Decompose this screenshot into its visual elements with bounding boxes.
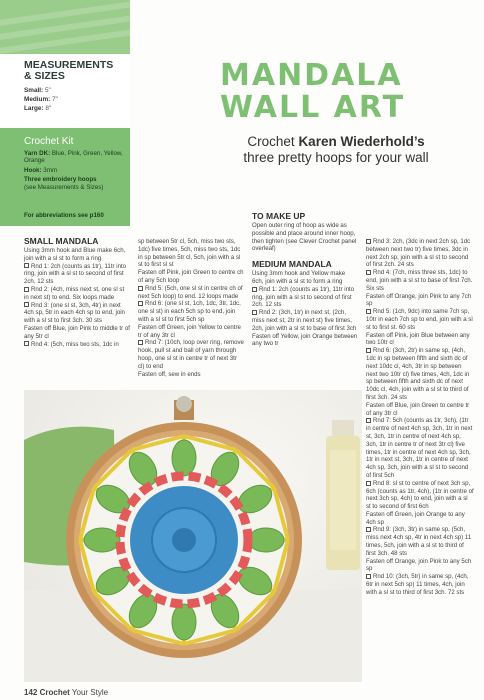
small-intro: Using 3mm hook and Blue make 6ch, join with a sl st to form a ring [24, 247, 126, 262]
column-small-mandala [24, 236, 130, 348]
medium-cont-line-10: Fasten off Green, join Orange to any 4ch sp [366, 510, 465, 526]
crochet-kit [24, 136, 128, 193]
medium-intro: Using 3mm hook and Yellow make 6ch, join with a sl st to form a ring [252, 270, 346, 285]
column-medium-mandala-cont [366, 238, 474, 597]
small-rnd-2: Rnd 2: (4ch, miss next st, one sl st in next st) to end. Six loops made [24, 285, 125, 301]
magazine-tagline: Your Style [71, 688, 109, 697]
medium-cont-line-13: Rnd 10: (3ch, 5tr) in same sp, (4ch, 6tr in next 5ch sp) 11 times, 4ch, join with a sl st to third of first 3ch. 72 sts [366, 573, 469, 596]
jar-image [326, 420, 360, 570]
medium-cont-line-8: Rnd 7: 5ch (counts as 1tr, 3ch), (1tr in centre of next 4ch sp, 3ch, 1tr in next st, 3ch, 1tr in centre of next 4ch sp, 3ch, 1tr in centre tr of next 3tr cl) five times, 1tr in centre of next 4ch sp, 3ch, 1tr in next st, 3ch, 1tr in centre of next 4ch sp, 3ch, join with a sl st to second of first 5ch [366, 417, 473, 479]
small-rnd-4: Rnd 4: (5ch, miss two sts, 1dc in [24, 341, 130, 349]
medium-cont-line-1: Rnd 3: 2ch, (3dc in next 2ch sp, 1dc between next two tr) five times, 3dc in next 2ch sp, join with a sl st to second of first 2ch. 24 sts [366, 238, 471, 269]
small-cont-line-5: Fasten off Green, join Yellow to centre tr of any 3tr cl [138, 323, 241, 339]
medium-cont-line-12: Fasten off Orange, join Pink to any 5ch sp [366, 557, 472, 573]
medium-cont-line-3: Fasten off Orange, join Pink to any 7ch sp [366, 292, 472, 308]
small-cont-line-1: sp between 5tr cl, 5ch, miss two sts, 1dc) five times, 5ch, miss two sts, 1dc in sp between 5tr cl, 5ch, join with a sl st to first sl st [138, 238, 241, 269]
small-rnd-3: Rnd 3: (one sl st, 3ch, 4tr) in next 4ch sp, 5tr in each 4ch sp to end, join with a sl st to first 3ch. 30 sts [24, 301, 125, 325]
column-small-mandala-cont [138, 238, 244, 378]
small-cont-line-3: Rnd 5: (5ch, one sl st in centre ch of next 5ch loop) to end. 12 loops made [138, 284, 243, 300]
size-small: Small: 5" [24, 87, 51, 94]
small-cont-line-6: Rnd 7: (10ch, loop over ring, remove hook, pull st and ball of yarn through hoop, one sl st in centre tr of next 3tr cl) to end [138, 339, 244, 370]
measurements-title-1: MEASUREMENTS [24, 59, 114, 71]
medium-fasten-1: Fasten off Yellow, join Orange between any two tr [252, 332, 358, 348]
kit-hook: Hook: 3mm [24, 166, 58, 174]
magazine-brand: Crochet [39, 688, 70, 697]
small-cont-line-7: Fasten off, sew in ends [138, 370, 201, 378]
size-large: Large: 8" [24, 105, 52, 112]
medium-cont-line-2: Rnd 4: (7ch, miss three sts, 1dc) to end, join with a sl st to base of first 7ch. Six sts [366, 269, 473, 292]
measurements-box [0, 54, 130, 128]
page-number: 142 [24, 688, 38, 697]
medium-mandala-heading: MEDIUM MANDALA [252, 259, 332, 270]
mandala-hoop-image [24, 390, 362, 682]
medium-cont-line-4: Rnd 5: (1ch, 9dc) into same 7ch sp, 10tr in each 7ch sp to end, join with a sl st to first st. 60 sts [366, 308, 473, 331]
kit-title: Crochet Kit [24, 136, 74, 147]
page-footer [24, 688, 108, 697]
make-up-heading: TO MAKE UP [252, 211, 306, 221]
medium-rnd-2: Rnd 2: (3ch, 1tr) in next st, (2ch, miss next st, 2tr in next st) five times, 2ch, join with a sl st to base of first 3ch [252, 309, 357, 332]
measurements-title-2: & SIZES [24, 70, 65, 82]
medium-cont-line-11: Rnd 9: (3ch, 3tr) in same sp, (5ch, miss next 4ch sp, 4tr in next 4ch sp) 11 times, 5ch, join with a sl st to third of first 3ch. 48 sts [366, 526, 472, 557]
small-cont-line-4: Rnd 6: (one sl st, 1ch, 1dc, 3tr, 1dc, one sl st) in each 5ch sp to end, join with a sl st to first 5ch sp [138, 300, 241, 323]
abbreviations-note: For abbreviations see p160 [24, 212, 104, 219]
page-subtitle: Crochet Karen Wiederhold’s three pretty hoops for your wall [243, 134, 429, 165]
small-fasten-1: Fasten off Blue, join Pink to middle tr of any 5tr cl [24, 324, 130, 340]
small-mandala-heading: SMALL MANDALA [24, 236, 99, 246]
medium-cont-line-7: Fasten off Blue, join Green to centre tr of any 3tr cl [366, 401, 470, 417]
small-rnd-1: Rnd 1: 2ch (counts as 1tr), 11tr into ring, join with a sl st to second of first 2ch. 12 sts [24, 262, 127, 286]
kit-hoops: Three embroidery hoops (see Measurements & Sizes) [24, 176, 104, 191]
medium-cont-line-6: Rnd 6: (3ch, 2tr) in same sp, (4ch, 1dc in sp between fifth and sixth dc of next 10dc cl, 4ch, 3tr in sp between next two 10tr cl) five times, 4ch, 1dc in sp between fifth and sixth dc of next 10dc cl, 4ch, join with a sl st to third of first 3ch. 24 sts [366, 347, 470, 401]
medium-cont-line-5: Fasten off Pink, join Blue between any two 10tr cl [366, 331, 470, 347]
size-medium: Medium: 7" [24, 96, 58, 103]
column-make-up [252, 211, 358, 348]
sidebar-header-band [0, 0, 130, 54]
small-cont-line-2: Fasten off Pink, join Green to centre ch of any 5ch loop [138, 269, 244, 284]
kit-yarn: Yarn DK: Blue, Pink, Green, Yellow, Orange [24, 150, 123, 165]
page-title: MANDALA WALL ART [220, 58, 406, 125]
medium-rnd-1: Rnd 1: 2ch (counts as 1tr), 11tr into ring, join with a sl st to second of first 2ch. 12 sts [252, 285, 355, 309]
hoop-photo [24, 390, 362, 682]
medium-cont-line-9: Rnd 8: sl st to centre of next 3ch sp, 6ch (counts as 1tr, 4ch), (1tr in centre of next 3ch sp, 4ch) to end, join with a sl st to second of first 6ch [366, 479, 474, 511]
make-up-text: Open outer ring of hoop as wide as possible and place around inner hoop, then tighten (see Clever Crochet panel overleaf) [252, 222, 357, 253]
